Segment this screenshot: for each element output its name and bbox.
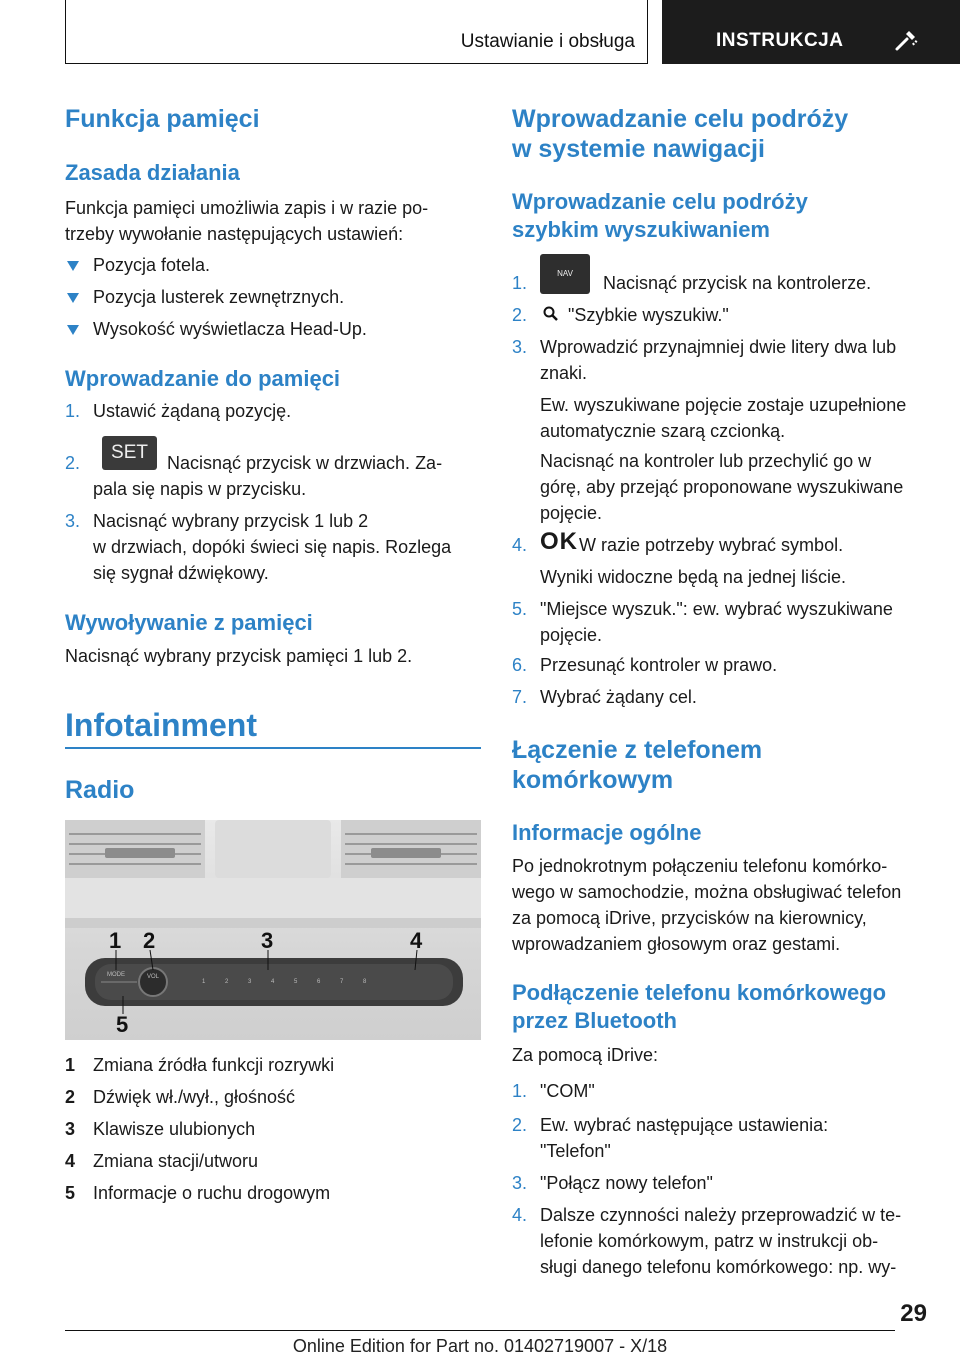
step-number: 3.	[512, 337, 528, 357]
legend-number: 5	[65, 1183, 76, 1203]
bullet-item: Pozycja fotela.	[93, 255, 211, 275]
heading-radio: Radio	[65, 776, 135, 804]
quick-step-3-line: znaki.	[540, 363, 588, 383]
page-number: 29	[900, 1300, 927, 1327]
heading-destination-line-2: w systemie nawigacji	[512, 135, 765, 163]
step-number: 2.	[512, 1115, 528, 1135]
footer-divider	[65, 1330, 895, 1331]
legend-text: Dźwięk wł./wył., głośność	[93, 1087, 296, 1107]
heading-recall: Wywoływanie z pamięci	[65, 610, 313, 635]
svg-text:7: 7	[340, 979, 344, 985]
svg-text:VOL: VOL	[147, 974, 160, 980]
general-text-line: wprowadzaniem głosowym oraz gestami.	[512, 934, 841, 954]
heading-phone-line-2: komórkowym	[512, 766, 674, 794]
quick-step-4: W razie potrzeby wybrać symbol.	[579, 535, 844, 555]
heading-general-info: Informacje ogólne	[512, 820, 702, 845]
store-step-1: Ustawić żądaną pozycję.	[93, 401, 292, 421]
svg-text:MODE: MODE	[107, 972, 125, 978]
step-number: 1.	[512, 273, 528, 293]
header-section-box	[65, 0, 648, 64]
recall-text: Nacisnąć wybrany przycisk pamięci 1 lub 2.	[65, 646, 413, 666]
heading-quick-line-1: Wprowadzanie celu podróży	[512, 189, 808, 214]
quick-step-3-line: Wprowadzić przynajmniej dwie litery dwa lub	[540, 337, 897, 357]
bullet-triangle-icon	[67, 261, 79, 271]
step-number: 5.	[512, 599, 528, 619]
radio-illustration	[65, 820, 481, 1040]
bt-step-1: "COM"	[540, 1081, 595, 1101]
quick-step-3-line: pojęcie.	[540, 503, 603, 523]
heading-memory-function: Funkcja pamięci	[65, 105, 260, 133]
quick-step-4-result: Wyniki widoczne będą na jednej liście.	[540, 567, 846, 587]
heading-phone-line-1: Łączenie z telefonem	[512, 736, 763, 764]
svg-text:3: 3	[261, 928, 274, 953]
step-number: 4.	[512, 1205, 528, 1225]
svg-text:1: 1	[109, 928, 122, 953]
legend-number: 3	[65, 1119, 76, 1139]
general-text-line: wego w samochodzie, można obsługiwać telefon	[512, 882, 902, 902]
bullet-item: Pozycja lusterek zewnętrznych.	[93, 287, 345, 307]
legend-text: Zmiana źródła funkcji rozrywki	[93, 1055, 335, 1075]
set-button-icon: SET	[102, 436, 157, 470]
bullet-triangle-icon	[67, 325, 79, 335]
store-step-3-line-1: Nacisnąć wybrany przycisk 1 lub 2	[93, 511, 369, 531]
quick-step-3-line: Ew. wyszukiwane pojęcie zostaje uzupełnione	[540, 395, 907, 415]
header-badge	[662, 0, 960, 64]
bullet-item: Wysokość wyświetlacza Head-Up.	[93, 319, 367, 339]
heading-destination-line-1: Wprowadzanie celu podróży	[512, 105, 849, 133]
header-section-title: Ustawianie i obsługa	[460, 31, 635, 52]
ok-icon: OK	[540, 528, 578, 555]
general-text-line: Po jednokrotnym połączeniu telefonu komórko-	[512, 856, 888, 876]
store-step-3-line-2: w drzwiach, dopóki świeci się napis. Rozlega	[93, 537, 452, 557]
search-icon	[542, 305, 560, 323]
svg-text:2: 2	[225, 979, 229, 985]
principle-text-line-2: trzeby wywołanie następujących ustawień:	[65, 224, 404, 244]
bt-step-3: "Połącz nowy telefon"	[540, 1173, 713, 1193]
quick-step-6: Przesunąć kontroler w prawo.	[540, 655, 778, 675]
step-number: 4.	[512, 535, 528, 555]
quick-step-3-line: Nacisnąć na kontroler lub przechylić go w	[540, 451, 872, 471]
quick-step-5-line: pojęcie.	[540, 625, 603, 645]
bt-step-2-line: Ew. wybrać następujące ustawienia:	[540, 1115, 829, 1135]
store-step-2-line-2: pala się napis w przycisku.	[93, 479, 307, 499]
heading-store: Wprowadzanie do pamięci	[65, 366, 341, 391]
quick-step-7: Wybrać żądany cel.	[540, 687, 697, 707]
bt-step-2-line: "Telefon"	[540, 1141, 611, 1161]
radio-panel-image	[65, 820, 481, 1040]
bt-step-4-line: lefonie komórkowym, patrz w instrukcji ob-	[540, 1231, 879, 1251]
svg-text:4: 4	[410, 928, 423, 953]
legend-text: Informacje o ruchu drogowym	[93, 1183, 331, 1203]
heading-principle: Zasada działania	[65, 160, 240, 185]
heading-infotainment: Infotainment	[65, 707, 257, 743]
legend-number: 4	[65, 1151, 76, 1171]
svg-text:5: 5	[294, 979, 298, 985]
section-divider	[65, 747, 481, 749]
quick-step-3-line: automatycznie szarą czcionką.	[540, 421, 786, 441]
heading-bluetooth-line-1: Podłączenie telefonu komórkowego	[512, 980, 887, 1005]
legend-text: Zmiana stacji/utworu	[93, 1151, 259, 1171]
general-text-line: za pomocą iDrive, przycisków na kierownicy,	[512, 908, 867, 928]
svg-text:4: 4	[271, 979, 275, 985]
quick-step-1: Nacisnąć przycisk na kontrolerze.	[603, 273, 872, 293]
heading-quick-line-2: szybkim wyszukiwaniem	[512, 217, 770, 242]
store-step-3-line-3: się sygnał dźwiękowy.	[93, 563, 269, 583]
svg-text:1: 1	[202, 979, 206, 985]
bluetooth-intro: Za pomocą iDrive:	[512, 1045, 659, 1065]
bt-step-4-line: Dalsze czynności należy przeprowadzić w te-	[540, 1205, 902, 1225]
header-badge-label: INSTRUKCJA	[716, 30, 844, 51]
store-step-2-line-1: Nacisnąć przycisk w drzwiach. Za-	[167, 453, 443, 473]
heading-bluetooth-line-2: przez Bluetooth	[512, 1008, 677, 1033]
svg-text:2: 2	[143, 928, 156, 953]
quick-step-5-line: "Miejsce wyszuk.": ew. wybrać wyszukiwane	[540, 599, 893, 619]
footer-edition: Online Edition for Part no. 01402719007 - X/18	[292, 1336, 668, 1356]
step-number: 3.	[65, 511, 81, 531]
wrench-icon	[894, 28, 918, 52]
principle-text-line-1: Funkcja pamięci umożliwia zapis i w razie po-	[65, 198, 429, 218]
svg-text:6: 6	[317, 979, 321, 985]
step-number: 2.	[65, 453, 81, 473]
svg-text:3: 3	[248, 979, 252, 985]
step-number: 6.	[512, 655, 528, 675]
nav-button-icon: NAV	[540, 254, 590, 294]
svg-text:8: 8	[363, 979, 367, 985]
svg-text:5: 5	[116, 1012, 129, 1037]
step-number: 1.	[65, 401, 81, 421]
quick-step-2: "Szybkie wyszukiw."	[568, 305, 729, 325]
legend-number: 1	[65, 1055, 76, 1075]
step-number: 7.	[512, 687, 528, 707]
bullet-triangle-icon	[67, 293, 79, 303]
step-number: 3.	[512, 1173, 528, 1193]
step-number: 2.	[512, 305, 528, 325]
legend-number: 2	[65, 1087, 76, 1107]
quick-step-3-line: górę, aby przejąć proponowane wyszukiwane	[540, 477, 904, 497]
step-number: 1.	[512, 1081, 528, 1101]
bt-step-4-line: sługi danego telefonu komórkowego: np. wy-	[540, 1257, 897, 1277]
legend-text: Klawisze ulubionych	[93, 1119, 256, 1139]
